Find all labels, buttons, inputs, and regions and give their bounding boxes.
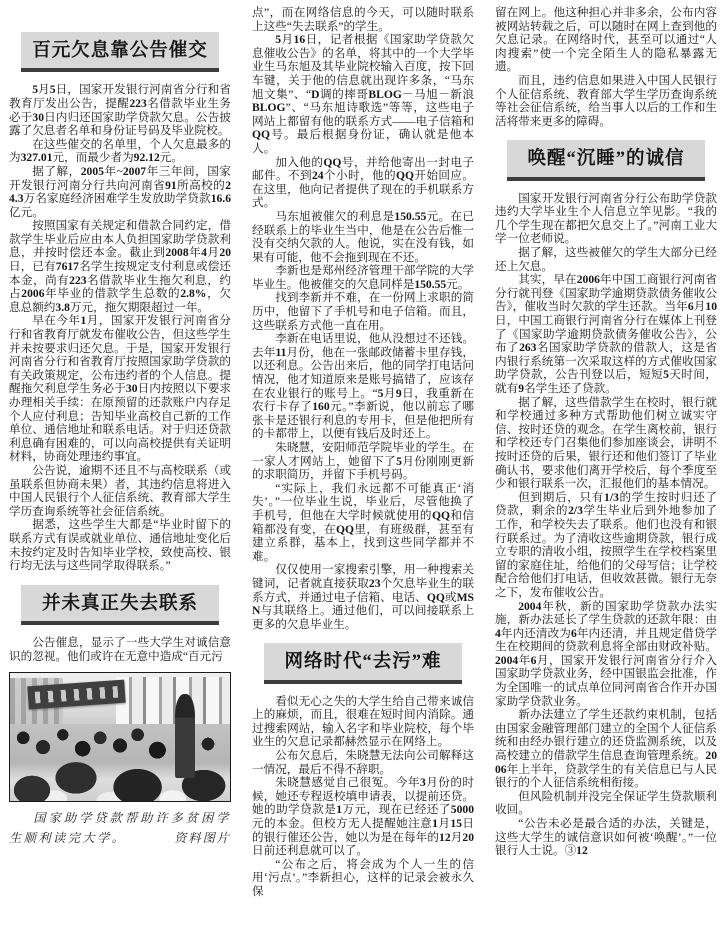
- paragraph: 看似无心之失的大学生给自己带来诚信上的麻烦，而且，很难在短时间内消除。通过搜索网站，输入名字和毕业院校，每个毕业生的欠息记录都赫然显示在网络上。: [252, 694, 474, 749]
- photo-block: [9, 672, 231, 848]
- paragraph: 而且，违约信息如果进入中国人民银行个人征信系统、教育部大学生学历查询系统等社会征信系统，给当事人以后的工作和生活将带来更多的障碍。: [495, 73, 717, 128]
- paragraph: 马东旭被催欠的利息是150.55元。在已经联系上的毕业生当中，他是在公告后惟一没有交纳欠款的人。他说，实在没有钱，如果有可能，他不会拖到现在不还。: [252, 209, 474, 264]
- photo-standing-person: [175, 694, 195, 778]
- paragraph: 公告说，逾期不还且不与高校联系（或虽联系但协商未果）者，其违约信息将进入中国人民银行个人征信系统、教育部大学生学历查询系统等社会征信系统。: [9, 463, 231, 518]
- headline-section4-text: 唤醒“沉睡”的诚信: [507, 140, 705, 176]
- photo-caption: [9, 808, 231, 848]
- paragraph: 据悉，这些学生大都是“毕业时留下的联系方式有误或就业单位、通信地址变化后未按约定及时告知毕业学校，致使高校、银行均无法与这些同学取得联系。”: [9, 518, 231, 573]
- paragraph: 仅仅使用一家搜索引擎，用一种搜索关键词，记者就直接获取23个欠息毕业生的联系方式，并通过电子信箱、电话、QQ或MSN与其联络上。通过他们，可以间接联系上更多的欠息毕业生。: [252, 563, 474, 631]
- paragraph: 5月16日，记者根据《国家助学贷款欠息催收公告》的名单，将其中的一个大学毕业生马东旭及其毕业院校输入百度，按下回车键，关于他的信息就出现许多条，“马东旭文集”、“D调的摔哥BLOG－马旭－新浪BLOG”、“马东旭诗歌选”等等，这些电子网站上都留有他的联系方式——电子信箱和QQ号。最后根据身份证，确认就是他本人。: [252, 33, 474, 155]
- paragraph: 2004年秋，新的国家助学贷款办法实施，新办法延长了学生贷款的还款年限：由4年内还清改为6年内还清，并且规定借贷学生在校期间的贷款利息将全部由财政补贴。2004年6月，国家开发银行河南省分行介入国家助学贷款业务，经中国银监会批准，作为全国唯一的试点单位同河南省合作开办国家助学贷款业务。: [495, 599, 717, 708]
- paragraph: 早在今年1月，国家开发银行河南省分行和省教育厅就发布催收公告，但这些学生并未按要求归还欠息。于是，国家开发银行河南省分行和省教育厅按照国家助学贷款的有关政策规定，公布违约者的个人信息。提醒拖欠利息学生务必于30日内按照以下要求办理相关手续：在原预留的还款账户内存足个人应付利息；告知毕业高校自己新的工作单位、通信地址和联系电话。对于归还贷款利息确有困难的，可以向高校提供有关证明材料，协商处理违约事宜。: [9, 314, 231, 464]
- paragraph: 公告催息，显示了一些大学生对诚信意识的忽视。他们或许在无意中造成“百元污: [9, 636, 231, 663]
- paragraph: 但风险机制并没完全保证学生贷款顺利收回。: [495, 789, 717, 817]
- paragraph: 据了解，这些借款学生在校时，银行就和学校通过多种方式帮助他们树立诚实守信、按时还贷的观念。在学生离校前，银行和学校还专门召集他们参加座谈会，讲明不按时还贷的后果，银行还和他们签订了毕业确认书，要求他们离开学校后，每个季度至少和银行联系一次，汇报他们的基本情况。: [495, 395, 717, 491]
- column-2: [252, 6, 474, 934]
- column-3: [495, 6, 717, 934]
- paragraph: 朱晓慧感觉自己很冤。今年3月份的时候，她还专程返校填申请表，以提前还贷。她的助学贷款是1万元，现在已经还了5000元的本金。但校方无人提醒她注意1月15日的银行催还公告，她以为是在每年的12月20日前还利息就可以了。: [252, 776, 474, 858]
- headline-section3-text: 网络时代“去污”难: [264, 643, 462, 679]
- paragraph: 公布欠息后，朱晓慧无法向公司解释这一情况，最后不得不辞职。: [252, 749, 474, 776]
- news-photo: [9, 672, 231, 802]
- column-1: [9, 6, 231, 934]
- headline-section2-text: 并未真正失去联系: [21, 585, 219, 621]
- paragraph: 留在网上。他这种担心并非多余，公布内容被网站转载之后，可以随时在网上查到他的欠息记录。在网络时代，甚至可以通过“人肉搜索”使一个完全陌生人的隐私暴露无遗。: [495, 6, 717, 74]
- paragraph: 按照国家有关规定和借款合同约定，借款学生毕业后应由本人负担国家助学贷款利息，并按时偿还本金。截止到2008年4月20日，已有7617名学生按规定支付利息或偿还本金，尚有223名借款毕业生拖欠利息，约占2006年毕业的借款学生总数的2.8%，欠息总额约3.8万元，拖欠期限超过一年。: [9, 219, 231, 314]
- photo-credit: 资料图片: [174, 831, 231, 846]
- paragraph: 但到期后，只有1/3的学生按时归还了贷款，剩余的2/3学生毕业后到外地参加了工作，和学校失去了联系。他们也没有和银行联系过。为了清收这些逾期贷款，银行成立专职的清收小组，按照学生在学校档案里留的家庭住址，给他们的父母写信；让学校配合给他们打电话，但收效甚微。银行无奈之下，发布催收公告。: [495, 490, 717, 599]
- headline-section2: [21, 585, 219, 625]
- headline-section4: [507, 140, 705, 180]
- paragraph: 找到李新并不难，在一份网上求职的简历中，他留下了手机号和电子信箱。而且，这些联系方式他一直在用。: [252, 291, 474, 332]
- paragraph: 朱晓慧，安阳师范学院毕业的学生。在一家人才网站上，她留下了5月份刚刚更新的求职简历，并留下手机号码。: [252, 441, 474, 482]
- paragraph: 据了解，这些被催欠的学生大部分已经还上欠息。: [495, 246, 717, 273]
- paragraph: “公布之后，将会成为个人一生的信用‘污点’。”李新担心，这样的记录会被永久保: [252, 857, 474, 898]
- paragraph: 在这些催交的名单里，个人欠息最多的为327.01元，而最少者为92.12元。: [9, 137, 231, 165]
- headline-section1: [21, 32, 219, 72]
- headline-section1-text: 百元欠息靠公告催交: [21, 32, 219, 68]
- photo-caption-text: 国家助学贷款帮助许多贫困学生顺利读完大学。: [9, 811, 231, 846]
- paragraph: 其实，早在2006年中国工商银行河南省分行就刊登《国家助学逾期贷款债务催收公告》，催收当时欠款的学生还款。当年6月10日，中国工商银行河南省分行在媒体上刊登了《国家助学逾期贷款债务催收公告》，公布了263名国家助学贷款的借款人，这是省内银行系统第一次采取这样的方式催收国家助学贷款，公告刊登以后，短短5天时间，就有9名学生还了贷款。: [495, 273, 717, 395]
- paragraph: 加入他的QQ号，并给他寄出一封电子邮件。不到24个小时，他的QQ开始回应。在这里，他向记者提供了现在的手机联系方式。: [252, 155, 474, 210]
- headline-section3: [264, 643, 462, 683]
- paragraph: “公告未必是最合适的办法，关键是，这些大学生的诚信意识如何被‘唤醒’。”一位银行人士说。③12: [495, 817, 717, 858]
- paragraph: 新办法建立了学生还款约束机制，包括由国家金融管理部门建立的全国个人征信系统和由经办银行建立的还贷监测系统，以及高校建立的借款学生信息查询管理系统。2006年上半年，贷款学生的有关信息已与人民银行的个人征信系统相衔接。: [495, 708, 717, 790]
- paragraph: 李新在电话里说，他从没想过不还钱。去年11月份，他在一张邮政储蓄卡里存钱，以还利息。公告出来后，他的同学打电话问情况，他才知道原来是账号搞错了，应该存在农业银行的账号上。“5月9日，我重新在农行卡存了160元。”李新说，他以前忘了哪张卡是还银行利息的专用卡，但是他把所有的卡都带上，以便有钱后及时还上。: [252, 332, 474, 441]
- paragraph: “实际上，我们永远都不可能真正‘消失’。”一位毕业生说，毕业后，尽管他换了手机号，但他在大学时候就使用的QQ和信箱都没有变，在QQ里，有班级群，甚至有建立系群，基本上，找到这些同学都并不难。: [252, 481, 474, 563]
- paragraph: 5月5日，国家开发银行河南省分行和省教育厅发出公告，提醒223名借款毕业生务必于30日内归还国家助学贷款欠息。公告披露了欠息者名单和身份证号码及毕业院校。: [9, 83, 231, 138]
- paragraph: 李新也是郑州经济管理干部学院的大学毕业生。他被催交的欠息同样是150.55元。: [252, 264, 474, 291]
- paragraph: 国家开发银行河南省分行公布助学贷款违约大学毕业生个人信息立竿见影。“我的几个学生现在都把欠息交上了。”河南工业大学一位老师说。: [495, 191, 717, 246]
- paragraph: 据了解，2005年~2007年三年间，国家开发银行河南分行共向河南省91所高校的24.3万名家庭经济困难学生发放助学贷款16.6亿元。: [9, 164, 231, 219]
- paragraph: 点”，而在网络信息的今天，可以随时联系上这些“失去联系”的学生。: [252, 6, 474, 33]
- photo-students-crowd: [10, 724, 230, 801]
